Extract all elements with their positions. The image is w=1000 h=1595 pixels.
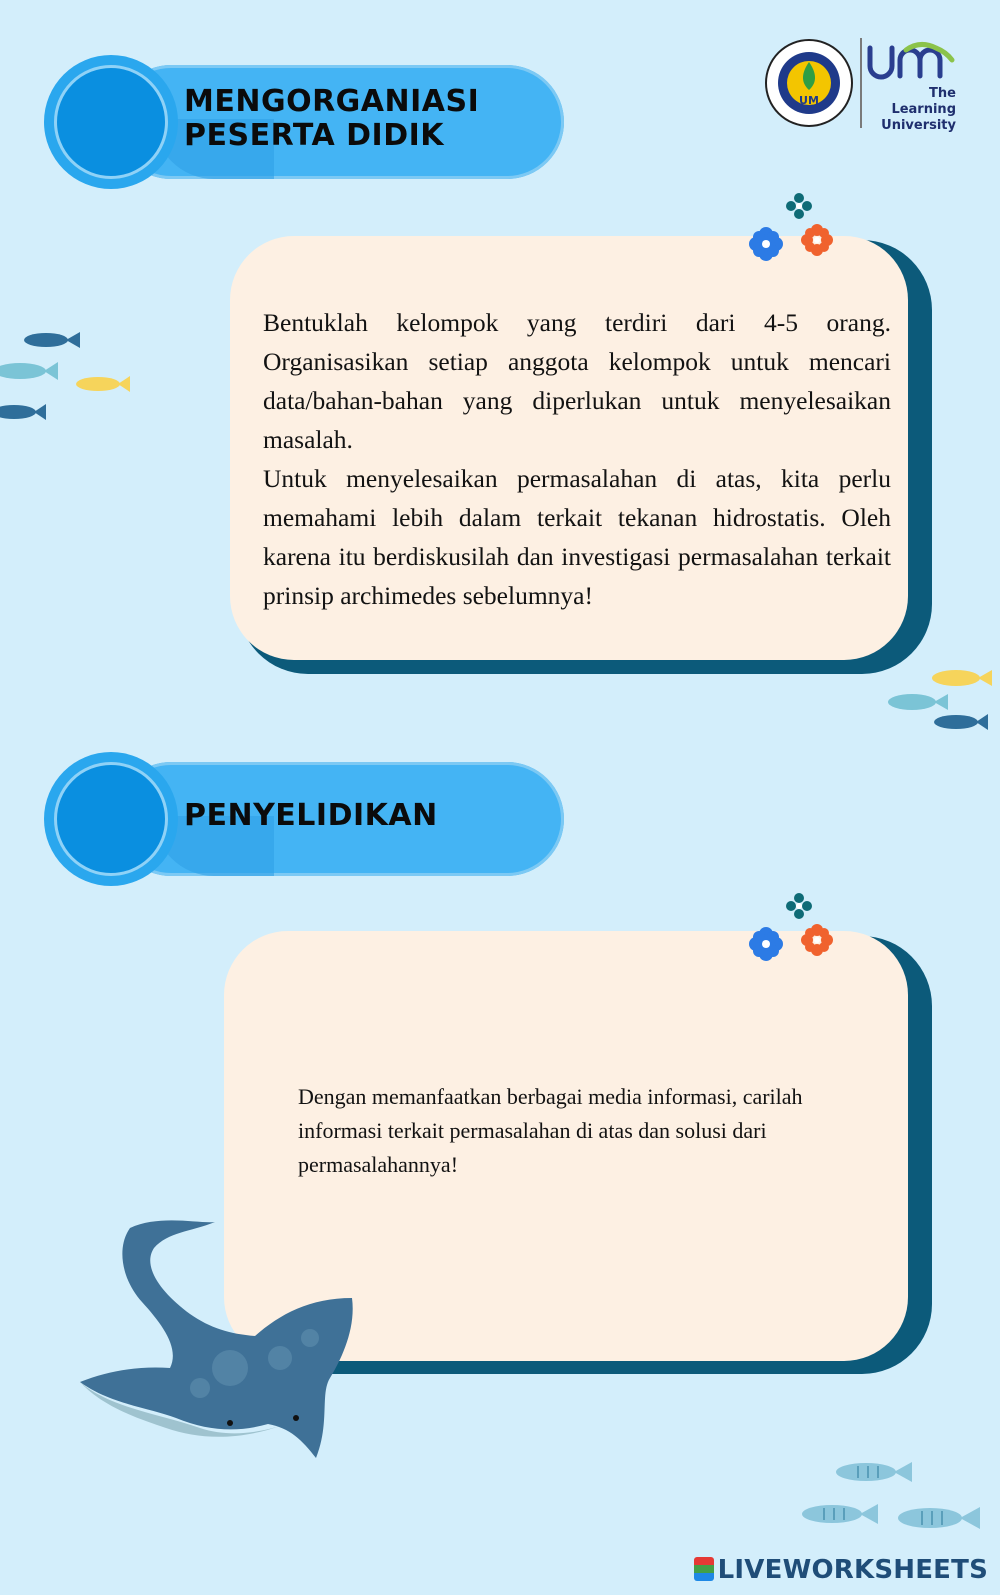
university-seal-icon bbox=[764, 38, 854, 128]
liveworksheets-watermark bbox=[694, 1555, 988, 1585]
um-brand-mark bbox=[866, 40, 958, 84]
fish-school-right-icon bbox=[888, 664, 1000, 732]
fish-school-left-icon bbox=[0, 326, 130, 426]
section2-title: PENYELIDIKAN bbox=[184, 798, 438, 833]
logo-tagline bbox=[866, 86, 956, 134]
tagline-line1: The Learning bbox=[891, 86, 956, 117]
section1-header bbox=[44, 55, 520, 189]
manta-ray-icon bbox=[80, 1218, 370, 1468]
flowers-icon bbox=[742, 192, 842, 264]
flowers-icon bbox=[742, 892, 842, 964]
header-circle bbox=[44, 752, 178, 886]
svg-text:UM: UM bbox=[799, 94, 819, 107]
section1-title bbox=[184, 85, 479, 153]
card1-paragraph1: Bentuklah kelompok yang terdiri dari 4-5 orang. Organisasikan setiap anggota kelompok untuk mencari data/bahan-bahan yang diperlukan untuk menyelesaikan masalah. bbox=[263, 308, 891, 454]
card1-text bbox=[263, 303, 891, 615]
logo-divider bbox=[860, 38, 862, 128]
title-line1: MENGORGANIASI bbox=[184, 84, 480, 119]
section2-header bbox=[44, 752, 520, 886]
fish-school-bottom-icon bbox=[798, 1454, 988, 1554]
watermark-text: LIVEWORKSHEETS bbox=[717, 1555, 988, 1585]
card1-paragraph2: Untuk menyelesaikan permasalahan di atas, kita perlu memahami lebih dalam terkait tekanan hidrostatis. Oleh karena itu berdiskusilah dan investigasi permasalahan terkait prinsip archimedes sebelumnya! bbox=[263, 464, 891, 610]
title-line2: PESERTA DIDIK bbox=[184, 118, 445, 153]
liveworksheets-logo-icon bbox=[694, 1557, 714, 1581]
tagline-line2: University bbox=[881, 118, 956, 133]
header-circle bbox=[44, 55, 178, 189]
card2-text: Dengan memanfaatkan berbagai media informasi, carilah informasi terkait permasalahan di atas dan solusi dari permasalahannya! bbox=[298, 1084, 803, 1177]
